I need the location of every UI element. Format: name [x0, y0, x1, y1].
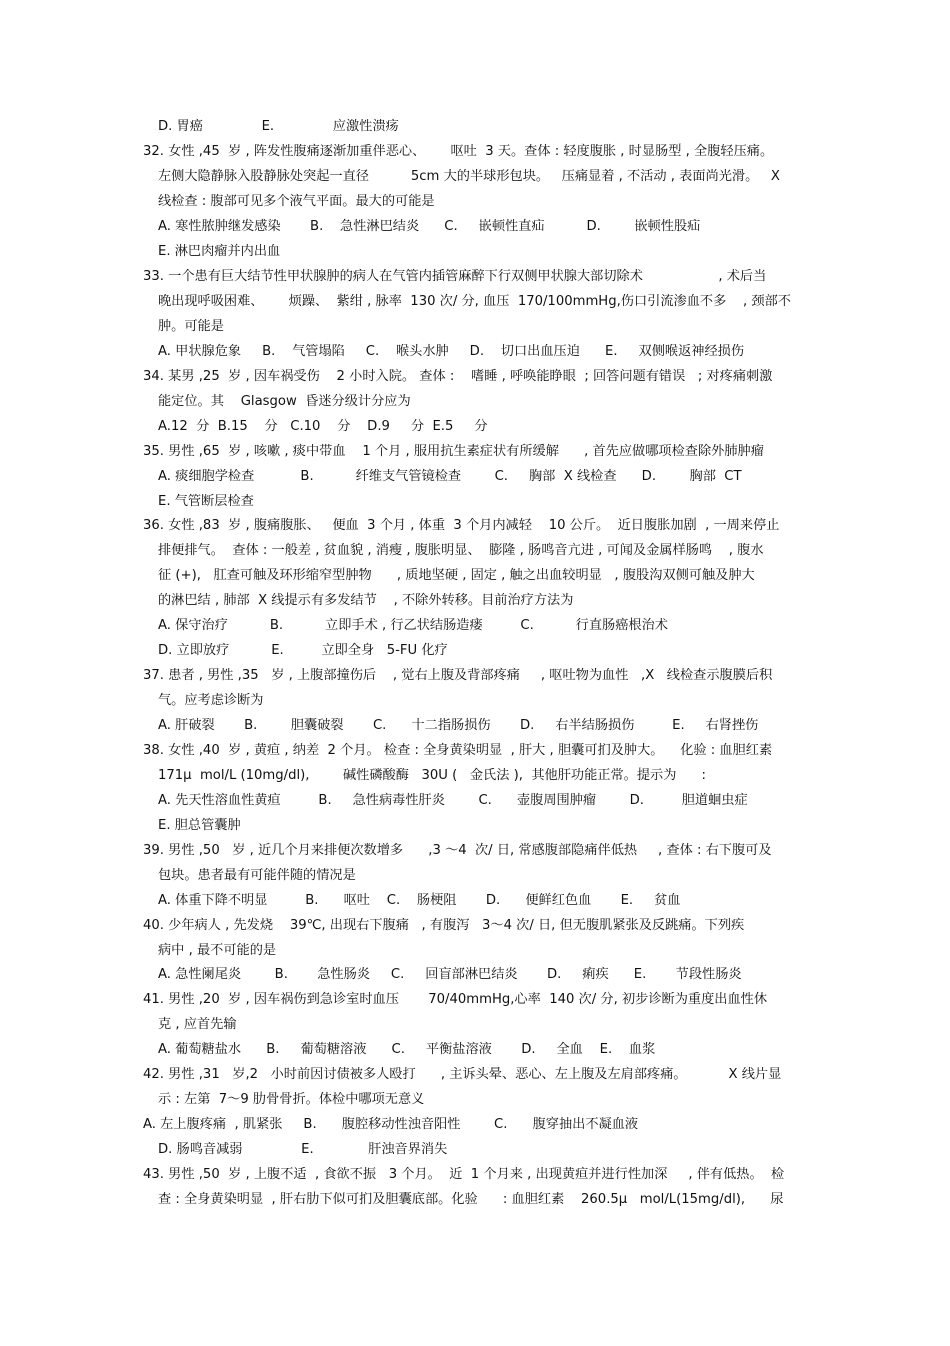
text-line: 线检查 : 腹部可见多个液气平面。最大的可能是 [158, 194, 435, 209]
text-line: A. 肝破裂 B. 胆囊破裂 C. 十二指肠损伤 D. 右半结肠损伤 E. 右肾挫伤 [158, 718, 759, 733]
text-line: 查 : 全身黄染明显 , 肝右肋下似可扪及胆囊底部。化验 : 血胆红素 260.5μ mol/L(15mg/dl), 尿 [158, 1192, 784, 1207]
text-line: 能定位。其 Glasgow 昏迷分级计分应为 [158, 394, 411, 409]
text-line: 33. 一个患有巨大结节性甲状腺肿的病人在气管内插管麻醉下行双侧甲状腺大部切除术 , 术后当 [143, 269, 767, 284]
text-line: 41. 男性 ,20 岁 , 因车祸伤到急诊室时血压 70/40mmHg,心率 140 次/ 分, 初步诊断为重度出血性休 [143, 992, 768, 1007]
text-line: 40. 少年病人 , 先发烧 39℃, 出现右下腹痛 , 有腹泻 3～4 次/ 日, 但无腹肌紧张及反跳痛。下列疾 [143, 918, 745, 933]
text-line: A. 痰细胞学检查 B. 纤维支气管镜检查 C. 胸部 X 线检查 D. 胸部 CT [158, 469, 742, 484]
text-line: A. 急性阑尾炎 B. 急性肠炎 C. 回盲部淋巴结炎 D. 痢疾 E. 节段性肠炎 [158, 967, 742, 982]
text-line: 42. 男性 ,31 岁,2 小时前因讨债被多人殴打 , 主诉头晕、恶心、左上腹及左肩部疼痛。 X 线片显 [143, 1067, 782, 1082]
text-line: A. 葡萄糖盐水 B. 葡萄糖溶液 C. 平衡盐溶液 D. 全血 E. 血浆 [158, 1042, 656, 1057]
text-line: A.12 分 B.15 分 C.10 分 D.9 分 E.5 分 [158, 419, 488, 434]
text-line: E. 胆总管囊肿 [158, 818, 241, 833]
text-line: 32. 女性 ,45 岁 , 阵发性腹痛逐渐加重伴恶心、 呕吐 3 天。查体 : 轻度腹胀 , 时显肠型 , 全腹轻压痛。 [143, 144, 774, 159]
text-line: A. 体重下降不明显 B. 呕吐 C. 肠梗阻 D. 便鲜红色血 E. 贫血 [158, 893, 681, 908]
text-line: 34. 某男 ,25 岁 , 因车祸受伤 2 小时入院。 查体 : 嗜睡 , 呼唤能睁眼 ; 回答问题有错误 ; 对疼痛刺激 [143, 369, 773, 384]
text-line: 37. 患者 , 男性 ,35 岁 , 上腹部撞伤后 , 觉右上腹及背部疼痛 , 呕吐物为血性 ,X 线检查示腹膜后积 [143, 668, 773, 683]
text-line: 的淋巴结 , 肺部 X 线提示有多发结节 , 不除外转移。目前治疗方法为 [158, 593, 574, 608]
text-line: 示 : 左第 7～9 肋骨骨折。体检中哪项无意义 [158, 1092, 425, 1107]
text-line: 病中 , 最不可能的是 [158, 943, 277, 958]
text-line: 38. 女性 ,40 岁 , 黄疸 , 纳差 2 个月。 检查 : 全身黄染明显 , 肝大 , 胆囊可扪及肿大。 化验 : 血胆红素 [143, 743, 773, 758]
text-line: A. 寒性脓肿继发感染 B. 急性淋巴结炎 C. 嵌顿性直疝 D. 嵌顿性股疝 [158, 219, 701, 234]
text-line: A. 甲状腺危象 B. 气管塌陷 C. 喉头水肿 D. 切口出血压迫 E. 双侧喉返神经损伤 [158, 344, 745, 359]
text-line: E. 淋巴肉瘤并内出血 [158, 244, 281, 259]
text-line: A. 先天性溶血性黄疸 B. 急性病毒性肝炎 C. 壶腹周围肿瘤 D. 胆道蛔虫症 [158, 793, 748, 808]
text-line: 征 (+), 肛查可触及环形缩窄型肿物 , 质地坚硬 , 固定 , 触之出血较明显 , 腹股沟双侧可触及肿大 [158, 568, 755, 583]
text-line: D. 肠鸣音减弱 E. 肝浊音界消失 [158, 1142, 448, 1157]
text-line: 35. 男性 ,65 岁 , 咳嗽 , 痰中带血 1 个月 , 服用抗生素症状有所缓解 , 首先应做哪项检查除外肺肿瘤 [143, 444, 764, 459]
text-line: 36. 女性 ,83 岁 , 腹痛腹胀、 便血 3 个月 , 体重 3 个月内减轻 10 公斤。 近日腹胀加剧 , 一周来停止 [143, 518, 780, 533]
text-line: 肿。可能是 [158, 319, 224, 334]
text-line: 克 , 应首先输 [158, 1017, 237, 1032]
text-line: 39. 男性 ,50 岁 , 近几个月来排便次数增多 ,3 ～4 次/ 日, 常感腹部隐痛伴低热 , 查体 : 右下腹可及 [143, 843, 772, 858]
text-line: D. 立即放疗 E. 立即全身 5-FU 化疗 [158, 643, 448, 658]
text-line: 气。应考虑诊断为 [158, 693, 264, 708]
text-line: A. 保守治疗 B. 立即手术 , 行乙状结肠造瘘 C. 行直肠癌根治术 [158, 618, 668, 633]
text-line: 171μ mol/L (10mg/dl), 碱性磷酸酶 30U ( 金氏法 ), 其他肝功能正常。提示为 : [158, 768, 706, 783]
text-line: E. 气管断层检查 [158, 494, 254, 509]
text-line: D. 胃癌 E. 应激性溃疡 [158, 119, 399, 134]
text-line: 包块。患者最有可能伴随的情况是 [158, 868, 356, 883]
text-line: 晚出现呼吸困难、 烦躁、 紫绀 , 脉率 130 次/ 分, 血压 170/100mmHg,伤口引流渗血不多 , 颈部不 [158, 294, 791, 309]
text-line: 左侧大隐静脉入股静脉处突起一直径 5cm 大的半球形包块。 压痛显着 , 不活动 , 表面尚光滑。 X [158, 169, 780, 184]
text-line: 排便排气。 查体 : 一般差 , 贫血貌 , 消瘦 , 腹胀明显、 膨隆 , 肠鸣音亢进 , 可闻及金属样肠鸣 , 腹水 [158, 543, 764, 558]
text-line: 43. 男性 ,50 岁 , 上腹不适 , 食欲不振 3 个月。 近 1 个月来 , 出现黄疸并进行性加深 , 伴有低热。 检 [143, 1167, 785, 1182]
text-line: A. 左上腹疼痛 , 肌紧张 B. 腹腔移动性浊音阳性 C. 腹穿抽出不凝血液 [143, 1117, 639, 1132]
